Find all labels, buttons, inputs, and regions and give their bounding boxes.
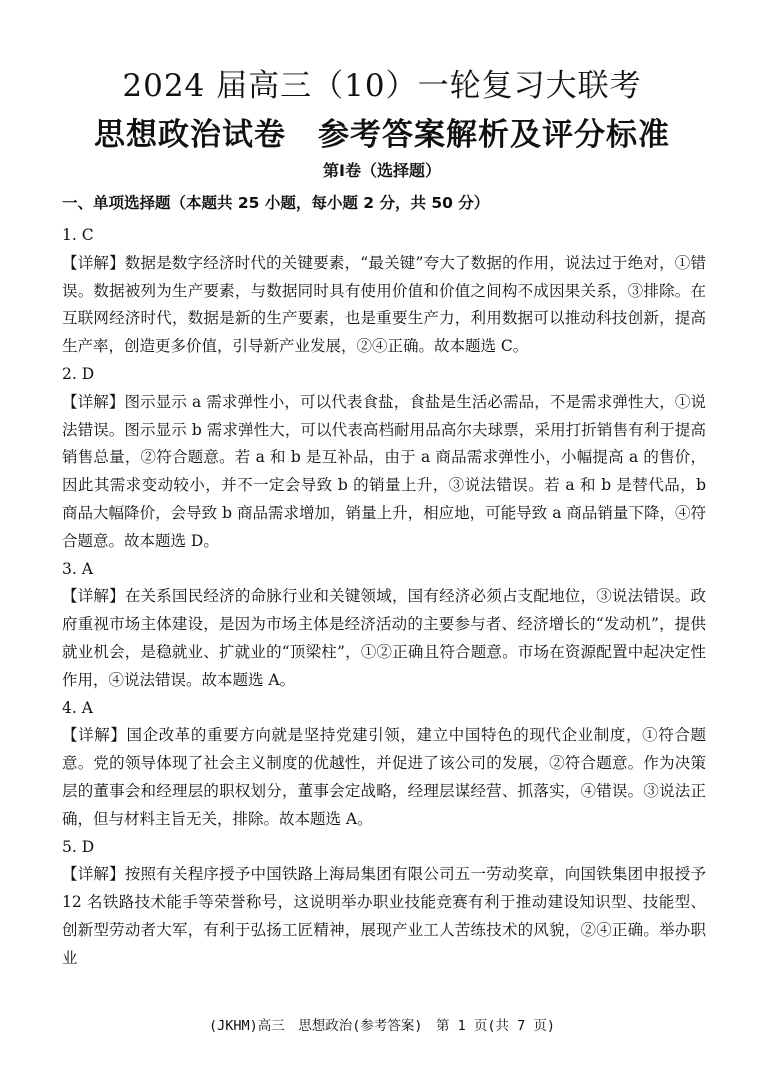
list-item: [62, 834, 706, 973]
volume-label: 第Ⅰ卷（选择题）: [323, 161, 441, 180]
list-item: [62, 556, 706, 695]
question-number: 3. A: [62, 559, 93, 578]
question-explanation: 【详解】按照有关程序授予中国铁路上海局集团有限公司五一劳动奖章，向国铁集团申报授予 12 名铁路技术能手等荣誉称号，这说明举办职业技能竞赛有利于推动建设知识型、技能型、创新型劳动者大军，有利于弘扬工匠精神，展现产业工人苦练技术的风貌，②④正确。举办职业: [62, 865, 706, 967]
question-explanation: 【详解】数据是数字经济时代的关键要素，“最关键”夸大了数据的作用，说法过于绝对，①错误。数据被列为生产要素，与数据同时具有使用价值和价值之间构不成因果关系，③排除。在互联网经济时代，数据是新的生产要素，也是重要生产力，利用数据可以推动科技创新，提高生产率，创造更多价值，引导新产业发展，②④正确。故本题选 C。: [62, 253, 706, 356]
question-number: 4. A: [62, 698, 93, 717]
answer-key-title: 思想政治试卷 参考答案解析及评分标准: [94, 117, 670, 153]
question-number: 5. D: [62, 837, 95, 856]
question-explanation: 【详解】国企改革的重要方向就是坚持党建引领，建立中国特色的现代企业制度，①符合题意。党的领导体现了社会主义制度的优越性，并促进了该公司的发展，②符合题意。作为决策层的董事会和经理层的职权划分，董事会定战略，经理层谋经营、抓落实，④错误。③说法正确，但与材料主旨无关，排除。故本题选 A。: [62, 726, 706, 828]
list-item: [62, 361, 706, 556]
question-number: 1. C: [62, 226, 94, 244]
answer-list: [62, 222, 706, 973]
question-explanation: 【详解】图示显示 a 需求弹性小，可以代表食盐，食盐是生活必需品，不是需求弹性大，①说法错误。图示显示 b 需求弹性大，可以代表高档耐用品高尔夫球票，采用打折销售有利于提高销售总量，②符合题意。若 a 和 b 是互补品，由于 a 商品需求弹性小，小幅提高 a 的售价，因此其需求变动较小，并不一定会导致 b 的销量上升，③说法错误。若 a 和 b 是替代品，b 商品大幅降价，会导致 b 商品需求增加，销量上升，相应地，可能导致 a 商品销量下降，④符合题意。故本题选 D。: [62, 392, 706, 550]
question-number: 2. D: [62, 364, 95, 383]
list-item: [62, 222, 706, 361]
exam-title: 2024 届高三（10）一轮复习大联考: [122, 68, 642, 104]
page-footer: (JKHM)高三 思想政治(参考答案) 第 1 页(共 7 页): [208, 1018, 556, 1034]
list-item: [62, 695, 706, 834]
section-heading: 一、单项选择题（本题共 25 小题，每小题 2 分，共 50 分）: [62, 194, 490, 212]
question-explanation: 【详解】在关系国民经济的命脉行业和关键领域，国有经济必须占支配地位，③说法错误。政府重视市场主体建设，是因为市场主体是经济活动的主要参与者、经济增长的“发动机”，提供就业机会，是稳就业、扩就业的“顶梁柱”，①②正确且符合题意。市场在资源配置中起决定性作用，④说法错误。故本题选 A。: [62, 587, 706, 689]
